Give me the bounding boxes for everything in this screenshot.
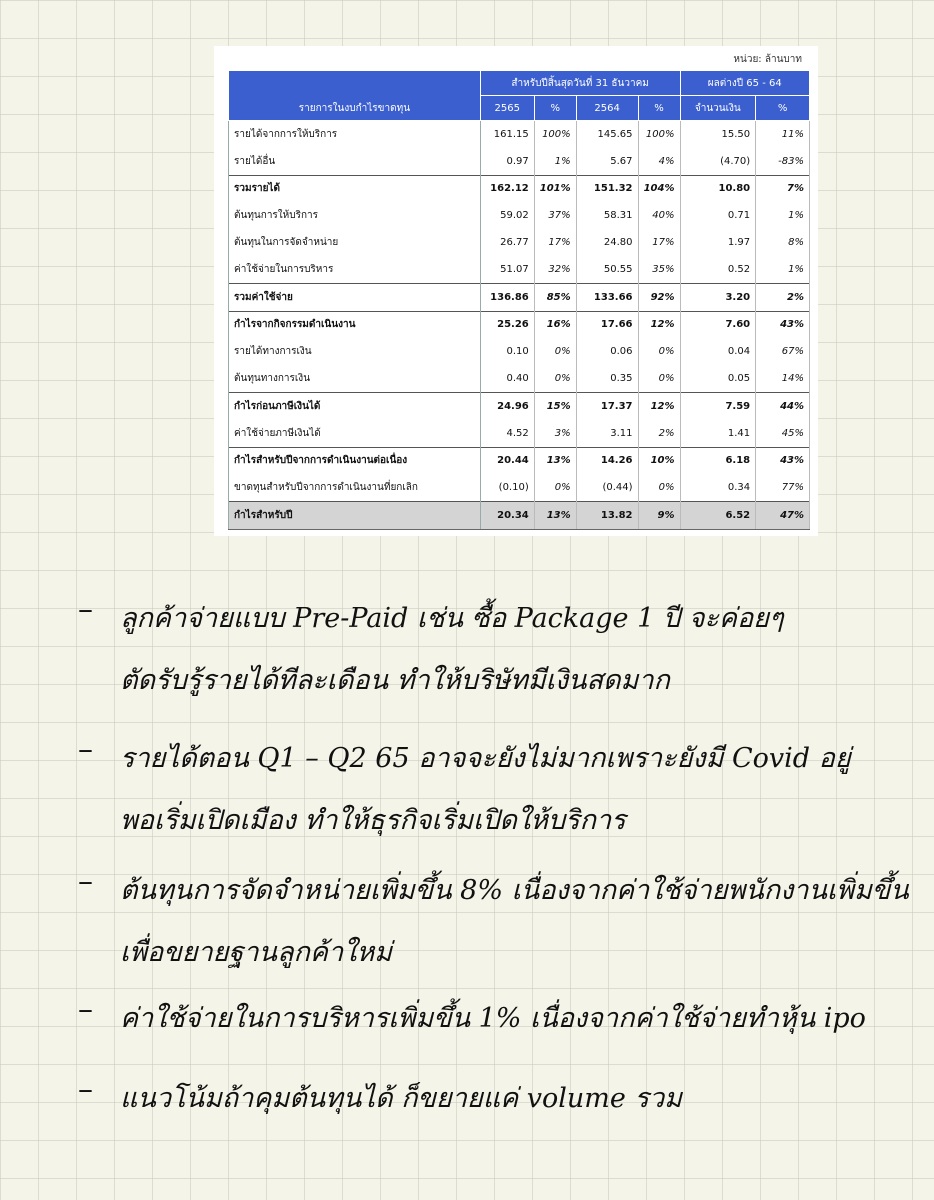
- note-line: ต้นทุนการจัดจำหน่ายเพิ่มขึ้น 8% เนื่องจากค่าใช้จ่ายพนักงานเพิ่มขึ้น: [120, 875, 909, 906]
- diff-amount: 0.34: [680, 474, 756, 501]
- pct-2565: 85%: [534, 283, 576, 311]
- pct-2565: 100%: [534, 121, 576, 148]
- pct-2565: 13%: [534, 447, 576, 474]
- group-header-diff: ผลต่างปี 65 - 64: [680, 71, 810, 96]
- value-2564: 151.32: [576, 175, 638, 202]
- diff-amount: 1.97: [680, 229, 756, 256]
- value-2565: 24.96: [480, 392, 534, 419]
- pct-2564: 0%: [638, 365, 680, 392]
- row-label: รวมค่าใช้จ่าย: [229, 283, 481, 311]
- diff-pct: 7%: [756, 175, 810, 202]
- row-label: รายได้ทางการเงิน: [229, 338, 481, 365]
- pct-2564: 104%: [638, 175, 680, 202]
- value-2564: 0.06: [576, 338, 638, 365]
- row-label: ต้นทุนในการจัดจำหน่าย: [229, 229, 481, 256]
- note-line: ลูกค้าจ่ายแบบ Pre-Paid เช่น ซื้อ Package 1 ปี จะค่อยๆ: [120, 603, 784, 634]
- pct-2564: 100%: [638, 121, 680, 148]
- diff-amount: 3.20: [680, 283, 756, 311]
- diff-pct: 43%: [756, 311, 810, 338]
- sub-header: 2564: [576, 96, 638, 121]
- value-2565: 136.86: [480, 283, 534, 311]
- diff-amount: 7.60: [680, 311, 756, 338]
- diff-pct: -83%: [756, 148, 810, 175]
- note-bullet: –: [78, 1072, 93, 1107]
- diff-amount: 0.04: [680, 338, 756, 365]
- value-2565: 162.12: [480, 175, 534, 202]
- pct-2565: 13%: [534, 502, 576, 530]
- row-header: รายการในงบกำไรขาดทุน: [229, 71, 481, 121]
- value-2565: 0.10: [480, 338, 534, 365]
- diff-pct: 47%: [756, 502, 810, 530]
- diff-amount: 0.05: [680, 365, 756, 392]
- pct-2565: 0%: [534, 474, 576, 501]
- row-label: ต้นทุนทางการเงิน: [229, 365, 481, 392]
- pct-2565: 0%: [534, 338, 576, 365]
- pct-2565: 3%: [534, 420, 576, 447]
- value-2565: 0.97: [480, 148, 534, 175]
- diff-amount: 7.59: [680, 392, 756, 419]
- value-2565: 26.77: [480, 229, 534, 256]
- sub-header: %: [638, 96, 680, 121]
- pct-2565: 1%: [534, 148, 576, 175]
- sub-header: %: [534, 96, 576, 121]
- row-label: รายได้จากการให้บริการ: [229, 121, 481, 148]
- diff-pct: 1%: [756, 202, 810, 229]
- pct-2564: 40%: [638, 202, 680, 229]
- diff-amount: 0.52: [680, 256, 756, 283]
- diff-pct: 43%: [756, 447, 810, 474]
- diff-pct: 1%: [756, 256, 810, 283]
- diff-pct: 44%: [756, 392, 810, 419]
- sub-header: 2565: [480, 96, 534, 121]
- value-2564: 13.82: [576, 502, 638, 530]
- diff-pct: 45%: [756, 420, 810, 447]
- pct-2565: 16%: [534, 311, 576, 338]
- note-bullet: –: [78, 592, 93, 627]
- diff-amount: 10.80: [680, 175, 756, 202]
- diff-pct: 67%: [756, 338, 810, 365]
- value-2564: 0.35: [576, 365, 638, 392]
- note-line: ตัดรับรู้รายได้ทีละเดือน ทำให้บริษัทมีเงินสดมาก: [120, 665, 670, 696]
- row-label: รวมรายได้: [229, 175, 481, 202]
- note-line: ค่าใช้จ่ายในการบริหารเพิ่มขึ้น 1% เนื่องจากค่าใช้จ่ายทำหุ้น ipo: [120, 1003, 866, 1034]
- diff-pct: 11%: [756, 121, 810, 148]
- pct-2564: 0%: [638, 338, 680, 365]
- row-label: กำไรสำหรับปี: [229, 502, 481, 530]
- pct-2565: 37%: [534, 202, 576, 229]
- value-2565: 59.02: [480, 202, 534, 229]
- note-bullet: –: [78, 732, 93, 767]
- pct-2564: 17%: [638, 229, 680, 256]
- diff-pct: 14%: [756, 365, 810, 392]
- pct-2564: 4%: [638, 148, 680, 175]
- value-2564: 17.37: [576, 392, 638, 419]
- value-2564: 133.66: [576, 283, 638, 311]
- pct-2565: 17%: [534, 229, 576, 256]
- value-2564: 17.66: [576, 311, 638, 338]
- value-2564: 145.65: [576, 121, 638, 148]
- row-label: ต้นทุนการให้บริการ: [229, 202, 481, 229]
- pct-2564: 35%: [638, 256, 680, 283]
- pct-2564: 12%: [638, 311, 680, 338]
- diff-pct: 8%: [756, 229, 810, 256]
- note-line: พอเริ่มเปิดเมือง ทำให้ธุรกิจเริ่มเปิดให้บริการ: [120, 805, 626, 836]
- value-2564: 5.67: [576, 148, 638, 175]
- diff-amount: 6.18: [680, 447, 756, 474]
- value-2565: 20.44: [480, 447, 534, 474]
- row-label: ค่าใช้จ่ายภาษีเงินได้: [229, 420, 481, 447]
- pct-2565: 32%: [534, 256, 576, 283]
- pct-2565: 101%: [534, 175, 576, 202]
- value-2565: (0.10): [480, 474, 534, 501]
- note-bullet: –: [78, 864, 93, 899]
- value-2565: 0.40: [480, 365, 534, 392]
- row-label: รายได้อื่น: [229, 148, 481, 175]
- value-2564: (0.44): [576, 474, 638, 501]
- pct-2564: 92%: [638, 283, 680, 311]
- value-2565: 51.07: [480, 256, 534, 283]
- row-label: กำไรสำหรับปีจากการดำเนินงานต่อเนื่อง: [229, 447, 481, 474]
- diff-amount: 15.50: [680, 121, 756, 148]
- value-2564: 50.55: [576, 256, 638, 283]
- value-2564: 58.31: [576, 202, 638, 229]
- note-line: แนวโน้มถ้าคุมต้นทุนได้ ก็ขยายแค่ volume รวม: [120, 1083, 682, 1114]
- diff-amount: 1.41: [680, 420, 756, 447]
- value-2565: 25.26: [480, 311, 534, 338]
- note-line: รายได้ตอน Q1 – Q2 65 อาจจะยังไม่มากเพราะยังมี Covid อยู่: [120, 743, 851, 774]
- row-label: กำไรก่อนภาษีเงินได้: [229, 392, 481, 419]
- diff-amount: 0.71: [680, 202, 756, 229]
- value-2565: 20.34: [480, 502, 534, 530]
- note-line: เพื่อขยายฐานลูกค้าใหม่: [120, 937, 392, 968]
- pct-2564: 2%: [638, 420, 680, 447]
- diff-pct: 77%: [756, 474, 810, 501]
- diff-pct: 2%: [756, 283, 810, 311]
- row-label: ขาดทุนสำหรับปีจากการดำเนินงานที่ยกเลิก: [229, 474, 481, 501]
- pct-2564: 12%: [638, 392, 680, 419]
- note-bullet: –: [78, 992, 93, 1027]
- sub-header: จำนวนเงิน: [680, 96, 756, 121]
- diff-amount: 6.52: [680, 502, 756, 530]
- value-2564: 24.80: [576, 229, 638, 256]
- value-2565: 161.15: [480, 121, 534, 148]
- pct-2565: 0%: [534, 365, 576, 392]
- pct-2564: 0%: [638, 474, 680, 501]
- pct-2564: 9%: [638, 502, 680, 530]
- value-2564: 14.26: [576, 447, 638, 474]
- row-label: ค่าใช้จ่ายในการบริหาร: [229, 256, 481, 283]
- pct-2564: 10%: [638, 447, 680, 474]
- value-2564: 3.11: [576, 420, 638, 447]
- value-2565: 4.52: [480, 420, 534, 447]
- pct-2565: 15%: [534, 392, 576, 419]
- unit-label: หน่วย: ล้านบาท: [733, 54, 802, 65]
- group-header-year: สำหรับปีสิ้นสุดวันที่ 31 ธันวาคม: [480, 71, 680, 96]
- row-label: กำไรจากกิจกรรมดำเนินงาน: [229, 311, 481, 338]
- sub-header: %: [756, 96, 810, 121]
- diff-amount: (4.70): [680, 148, 756, 175]
